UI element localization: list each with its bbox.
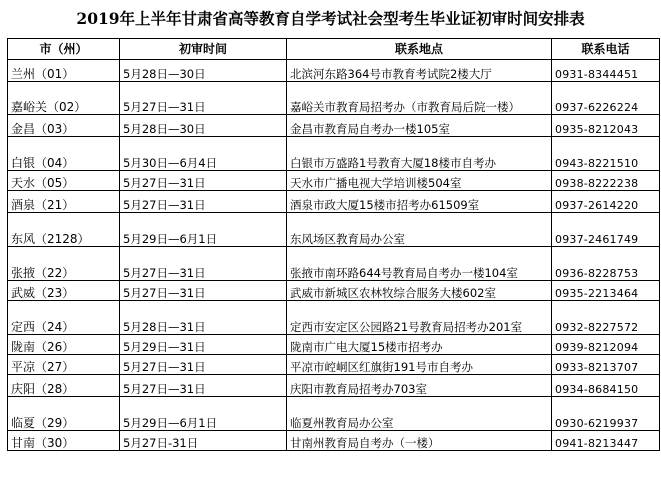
cell-phone: 0930-6219937 [552,397,660,431]
cell-address: 武威市新城区农林牧综合服务大楼602室 [287,281,552,301]
cell-city: 东风（2128） [8,213,120,247]
cell-address: 张掖市南环路644号教育局自考办一楼104室 [287,247,552,281]
cell-phone: 0939-8212094 [552,335,660,355]
cell-phone: 0937-2461749 [552,213,660,247]
table-row [8,335,660,355]
cell-address: 定西市安定区公园路21号教育局招考办201室 [287,301,552,335]
header-time: 初审时间 [120,39,287,60]
cell-phone: 0943-8221510 [552,137,660,171]
header-row [8,39,660,60]
header-city: 市（州） [8,39,120,60]
table-row [8,397,660,431]
cell-time: 5月30日—6月4日 [120,137,287,171]
cell-time: 5月29日—31日 [120,335,287,355]
table-row [8,137,660,171]
cell-phone: 0936-8228753 [552,247,660,281]
cell-city: 甘南（30） [8,431,120,451]
table-row [8,247,660,281]
table-row [8,431,660,451]
cell-time: 5月27日—31日 [120,355,287,375]
cell-address: 临夏州教育局办公室 [287,397,552,431]
schedule-table [7,38,660,451]
cell-address: 庆阳市教育局招考办703室 [287,375,552,397]
page-title: 2019年上半年甘肃省高等教育自学考试社会型考生毕业证初审时间安排表 [76,9,585,28]
cell-address: 白银市万盛路1号教育大厦18楼市自考办 [287,137,552,171]
cell-phone: 0938-8222238 [552,171,660,191]
cell-city: 酒泉（21） [8,191,120,213]
header-address: 联系地点 [287,39,552,60]
cell-city: 陇南（26） [8,335,120,355]
cell-phone: 0937-6226224 [552,82,660,115]
cell-phone: 0935-2213464 [552,281,660,301]
table-row [8,301,660,335]
header-phone: 联系电话 [552,39,660,60]
table-row [8,115,660,137]
cell-city: 张掖（22） [8,247,120,281]
cell-time: 5月27日—31日 [120,281,287,301]
table-row [8,60,660,82]
cell-phone: 0935-8212043 [552,115,660,137]
cell-address: 陇南市广电大厦15楼市招考办 [287,335,552,355]
table-row [8,191,660,213]
cell-city: 兰州（01） [8,60,120,82]
table-row [8,281,660,301]
cell-phone: 0932-8227572 [552,301,660,335]
cell-address: 北滨河东路364号市教育考试院2楼大厅 [287,60,552,82]
cell-city: 临夏（29） [8,397,120,431]
cell-phone: 0934-8684150 [552,375,660,397]
cell-city: 嘉峪关（02） [8,82,120,115]
cell-phone: 0933-8213707 [552,355,660,375]
cell-time: 5月29日—6月1日 [120,213,287,247]
cell-city: 白银（04） [8,137,120,171]
cell-time: 5月28日—31日 [120,301,287,335]
cell-city: 天水（05） [8,171,120,191]
cell-phone: 0937-2614220 [552,191,660,213]
cell-phone: 0941-8213447 [552,431,660,451]
cell-address: 平凉市崆峒区红旗街191号市自考办 [287,355,552,375]
cell-time: 5月28日—30日 [120,115,287,137]
cell-address: 嘉峪关市教育局招考办（市教育局后院一楼） [287,82,552,115]
cell-time: 5月27日—31日 [120,191,287,213]
cell-time: 5月27日—31日 [120,375,287,397]
cell-city: 平凉（27） [8,355,120,375]
cell-time: 5月27日—31日 [120,171,287,191]
cell-address: 天水市广播电视大学培训楼504室 [287,171,552,191]
cell-time: 5月29日—6月1日 [120,397,287,431]
table-row [8,375,660,397]
table-row [8,171,660,191]
cell-time: 5月28日—30日 [120,60,287,82]
table-row [8,355,660,375]
cell-phone: 0931-8344451 [552,60,660,82]
cell-city: 庆阳（28） [8,375,120,397]
cell-address: 酒泉市政大厦15楼市招考办61509室 [287,191,552,213]
cell-city: 定西（24） [8,301,120,335]
cell-address: 甘南州教育局自考办（一楼） [287,431,552,451]
table-row [8,82,660,115]
cell-time: 5月27日-31日 [120,431,287,451]
cell-time: 5月27日—31日 [120,247,287,281]
table-row [8,213,660,247]
cell-time: 5月27日—31日 [120,82,287,115]
cell-city: 武威（23） [8,281,120,301]
cell-address: 金昌市教育局自考办一楼105室 [287,115,552,137]
cell-address: 东风场区教育局办公室 [287,213,552,247]
cell-city: 金昌（03） [8,115,120,137]
